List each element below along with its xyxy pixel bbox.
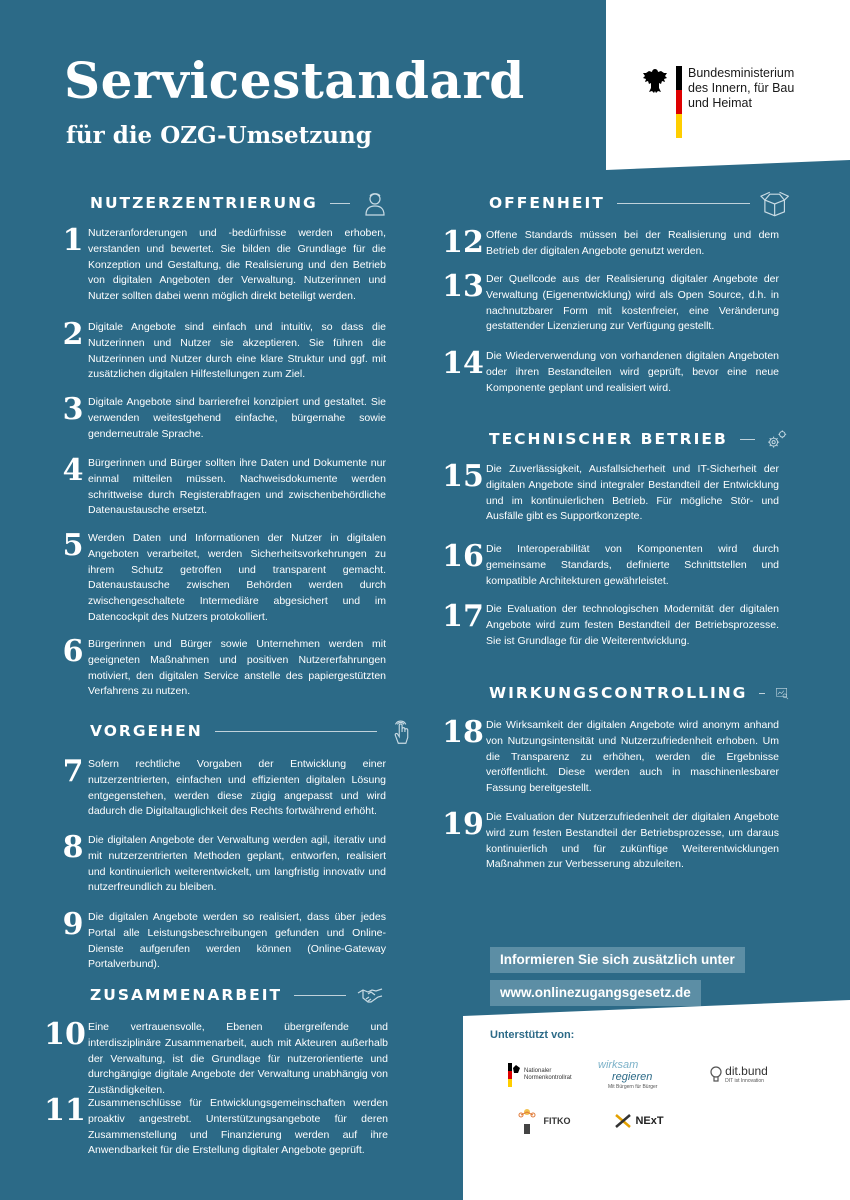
item-17: [440, 599, 790, 649]
logo-text-a: wirksam: [598, 1059, 639, 1071]
item-13: [440, 269, 790, 335]
logo-text-c: Mit Bürgern für Bürger: [608, 1084, 658, 1090]
eagle-small-icon: [508, 1063, 520, 1087]
item-7: [58, 754, 388, 820]
item-text: Die digitalen Angebote der Verwaltung werden agil, iterativ und mit nutzerzentrierten Methoden geplant, entworfen, realisiert und kontinuierlich weiterentwickelt, um langfristig innovativ und nutzerfreundlich zu bleiben.: [88, 834, 386, 894]
item-19: [440, 807, 790, 873]
item-number: 8: [62, 830, 84, 865]
item-8: [58, 830, 388, 896]
item-6: [58, 634, 388, 700]
logo-text-a: dit.bund: [725, 1064, 768, 1078]
flag-red-stripe: [676, 90, 682, 114]
network-nodes-icon: [512, 1106, 542, 1136]
item-number: 2: [62, 317, 84, 352]
item-number: 13: [442, 269, 484, 304]
item-number: 6: [62, 634, 84, 669]
item-number: 10: [44, 1017, 86, 1052]
german-flag: [676, 66, 682, 138]
section-title: TECHNISCHER BETRIEB: [489, 430, 728, 448]
website-link[interactable]: www.onlinezugangsgesetz.de: [490, 980, 701, 1006]
section-nutzerzentrierung: [90, 188, 415, 218]
item-text: Digitale Angebote sind einfach und intuitiv, so dass die Nutzerinnen und Nutzer sie akzeptieren. Sie führen die Nutzerinnen und Nutzer durch eine klare Struktur und ggf. mit zusätzlichen digitalen Hilfestellungen zum Ziel.: [88, 321, 386, 381]
item-number: 16: [442, 539, 484, 574]
item-text: Der Quellcode aus der Realisierung digitaler Angebote der Verwaltung (Eigenentwicklung) wird als Open Source, d.h. in nachnutzbarer Form mit kostenfreier, eine Veränderung gestattender Lizenzierung zur Verfügung gestellt.: [486, 273, 779, 333]
handshake-icon: [356, 980, 386, 1010]
section-vorgehen: [90, 716, 415, 746]
open-box-icon: [760, 188, 789, 218]
section-title: ZUSAMMENARBEIT: [90, 986, 283, 1004]
item-number: 7: [62, 754, 84, 789]
item-number: 9: [62, 907, 84, 942]
federal-eagle-icon: [640, 66, 670, 96]
item-4: [58, 453, 388, 519]
normenkontrollrat-logo: [500, 1058, 582, 1092]
logo-text-b: DIT ist Innovation: [725, 1078, 764, 1084]
item-16: [440, 539, 790, 589]
touch-hand-icon: [387, 716, 415, 746]
user-icon: [360, 188, 390, 218]
item-text: Die Evaluation der Nutzerzufriedenheit der digitalen Angebote wird zum festen Bestandteil der Betriebsprozesse, um daraus kontinuierlich und für zukünftige Weiterentwicklungen Maßnahmen zur Verbesserung abzuleiten.: [486, 811, 779, 871]
item-3: [58, 392, 388, 442]
item-number: 19: [442, 807, 484, 842]
flag-gold-stripe: [676, 114, 682, 138]
item-number: 15: [442, 459, 484, 494]
item-5: [58, 528, 388, 626]
next-cross-icon: [614, 1113, 632, 1129]
section-offenheit: [489, 188, 789, 218]
fitko-logo: [500, 1104, 582, 1138]
section-wirkungscontrolling: [489, 678, 789, 708]
gears-icon: [765, 424, 789, 454]
item-9: [58, 907, 388, 973]
section-title: OFFENHEIT: [489, 194, 605, 212]
item-number: 3: [62, 392, 84, 427]
section-rule: [759, 693, 765, 694]
info-text-box: Informieren Sie sich zusätzlich unter: [490, 947, 745, 973]
item-11: [42, 1093, 392, 1159]
ministry-logo: [640, 66, 810, 142]
logo-text: NExT: [635, 1115, 664, 1127]
section-rule: [740, 439, 756, 440]
item-number: 11: [44, 1093, 86, 1128]
logo-text: Nationaler Normenkontrollrat: [524, 1068, 572, 1081]
item-number: 5: [62, 528, 84, 563]
dit-bund-logo: [698, 1058, 780, 1092]
item-text: Die Zuverlässigkeit, Ausfallsicherheit und IT-Sicherheit der digitalen Angebote sind integraler Bestandteil der Entwicklung und im kontinuierlichen Betrieb. Für mögliche Stör- und Ausfälle gibt es Supportkonzepte.: [486, 463, 779, 523]
item-text: Werden Daten und Informationen der Nutzer in digitalen Angeboten verarbeitet, werden Sicherheitsvorkehrungen zu ihrem Schutz getroffen und transparent gemacht. Datenaustausche zwischen Behörden werden durch zwischengeschaltete Intermediäre abgesichert und im Datencockpit des Nutzers protokolliert.: [88, 532, 386, 623]
section-title: NUTZERZENTRIERUNG: [90, 194, 318, 212]
flag-black-stripe: [676, 66, 682, 90]
lightbulb-icon: [710, 1066, 722, 1084]
item-10: [42, 1017, 392, 1099]
section-rule: [330, 203, 350, 204]
item-number: 12: [442, 225, 484, 260]
item-text: Die Evaluation der technologischen Modernität der digitalen Angebote wird zum festen Bestandteil der Betriebsprozesse. Sie ist Grundlage für die Weiterentwicklung.: [486, 603, 779, 647]
item-text: Zusammenschlüsse für Entwicklungsgemeinschaften werden proaktiv angestrebt. Unterstützungsangebote für deren Zusammenstellung und Finanzierung werden auf ihre Anwendbarkeit für die Erstellung digitaler Angebote geprüft.: [88, 1097, 388, 1157]
item-18: [440, 715, 790, 797]
ministry-line-3: und Heimat: [688, 96, 752, 110]
section-title: WIRKUNGSCONTROLLING: [489, 684, 748, 702]
ministry-line-2: des Innern, für Bau: [688, 81, 795, 95]
item-2: [58, 317, 388, 383]
item-text: Digitale Angebote sind barrierefrei konzipiert und gestaltet. Sie verwenden weitestgehend einfache, bürgernahe sowie genderneutrale Sprache.: [88, 396, 386, 440]
item-1: [58, 223, 388, 305]
ministry-line-1: Bundesministerium: [688, 66, 795, 80]
ministry-name: [688, 66, 794, 111]
item-number: 17: [442, 599, 484, 634]
page-subtitle: für die OZG-Umsetzung: [66, 122, 372, 149]
item-15: [440, 459, 790, 525]
item-text: Offene Standards müssen bei der Realisierung und dem Betrieb der digitalen Angebote genutzt werden.: [486, 229, 779, 257]
analytics-magnifier-icon: [775, 678, 789, 708]
item-number: 18: [442, 715, 484, 750]
item-text: Die Interoperabilität von Komponenten wird durch gemeinsame Standards, definierte Schnittstellen und kompatible Architekturen gewährleistet.: [486, 543, 779, 587]
section-rule: [617, 203, 750, 204]
wirksam-regieren-logo: [598, 1058, 680, 1092]
item-text: Bürgerinnen und Bürger sowie Unternehmen werden mit geeigneten Maßnahmen und positiven Nutzererfahrungen motiviert, den digitalen Service anstelle des papiergestützten Verfahrens zu nutzen.: [88, 638, 386, 698]
item-text: Die digitalen Angebote werden so realisiert, dass über jedes Portal alle Leistungsbeschreibungen gefunden und Online-Dienste aufgerufen werden können (Online-Gateway Portalverbund).: [88, 911, 386, 971]
item-text: Die Wirksamkeit der digitalen Angebote wird anonym anhand von Nutzungsintensität und Nutzerzufriedenheit erhoben. Um die Transparenz zu erhöhen, werden die Ergebnisse veröffentlicht. Diese werden auch in maschinenlesbarer Fassung bereitgestellt.: [486, 719, 779, 795]
item-number: 14: [442, 346, 484, 381]
logo-text: FITKO: [543, 1116, 571, 1126]
item-text: Nutzeranforderungen und -bedürfnisse werden erhoben, verstanden und bewertet. Sie bilden die Grundlage für die Konzeption und Gestaltung, die Realisierung und den Betrieb von digitalen Angeboten der Verwaltung. Nutzerinnen und Nutzer sollten dabei wenn möglich direkt beteiligt werden.: [88, 227, 386, 303]
item-text: Bürgerinnen und Bürger sollten ihre Daten und Dokumente nur einmal mitteilen müssen. Nachweisdokumente werden schrittweise durch Registerabfragen und zwischenbehördliche Datenaustausche ersetzt.: [88, 457, 386, 517]
section-technischer-betrieb: [489, 424, 789, 454]
item-12: [440, 225, 790, 260]
section-rule: [294, 995, 346, 996]
item-text: Eine vertrauensvolle, Ebenen übergreifende und interdisziplinäre Zusammenarbeit, auch mit Akteuren außerhalb der Verwaltung, ist die Grundlage für nutzerorientierte und durchgängige digitale Angebote der Verwaltung unabhängig von Zuständigkeiten.: [88, 1021, 388, 1097]
page-title: Servicestandard: [64, 51, 525, 110]
item-text: Sofern rechtliche Vorgaben der Entwicklung einer nutzerzentrierten, einfachen und effizienten digitalen Lösung entgegenstehen, werden diese zügig angepasst und wird dadurch die Digitaltauglichkeit des Rechts fortwährend erhöht.: [88, 758, 386, 818]
section-title: VORGEHEN: [90, 722, 203, 740]
next-logo: [598, 1104, 680, 1138]
logo-text-b: regieren: [612, 1071, 653, 1083]
section-rule: [215, 731, 377, 732]
item-14: [440, 346, 790, 396]
supporters-label: Unterstützt von:: [490, 1029, 575, 1041]
item-number: 1: [62, 223, 84, 258]
item-number: 4: [62, 453, 84, 488]
section-zusammenarbeit: [90, 980, 415, 1010]
item-text: Die Wiederverwendung von vorhandenen digitalen Angeboten oder ihren Bestandteilen wird geprüft, bevor eine neue Komponente geplant und realisiert wird.: [486, 350, 779, 394]
